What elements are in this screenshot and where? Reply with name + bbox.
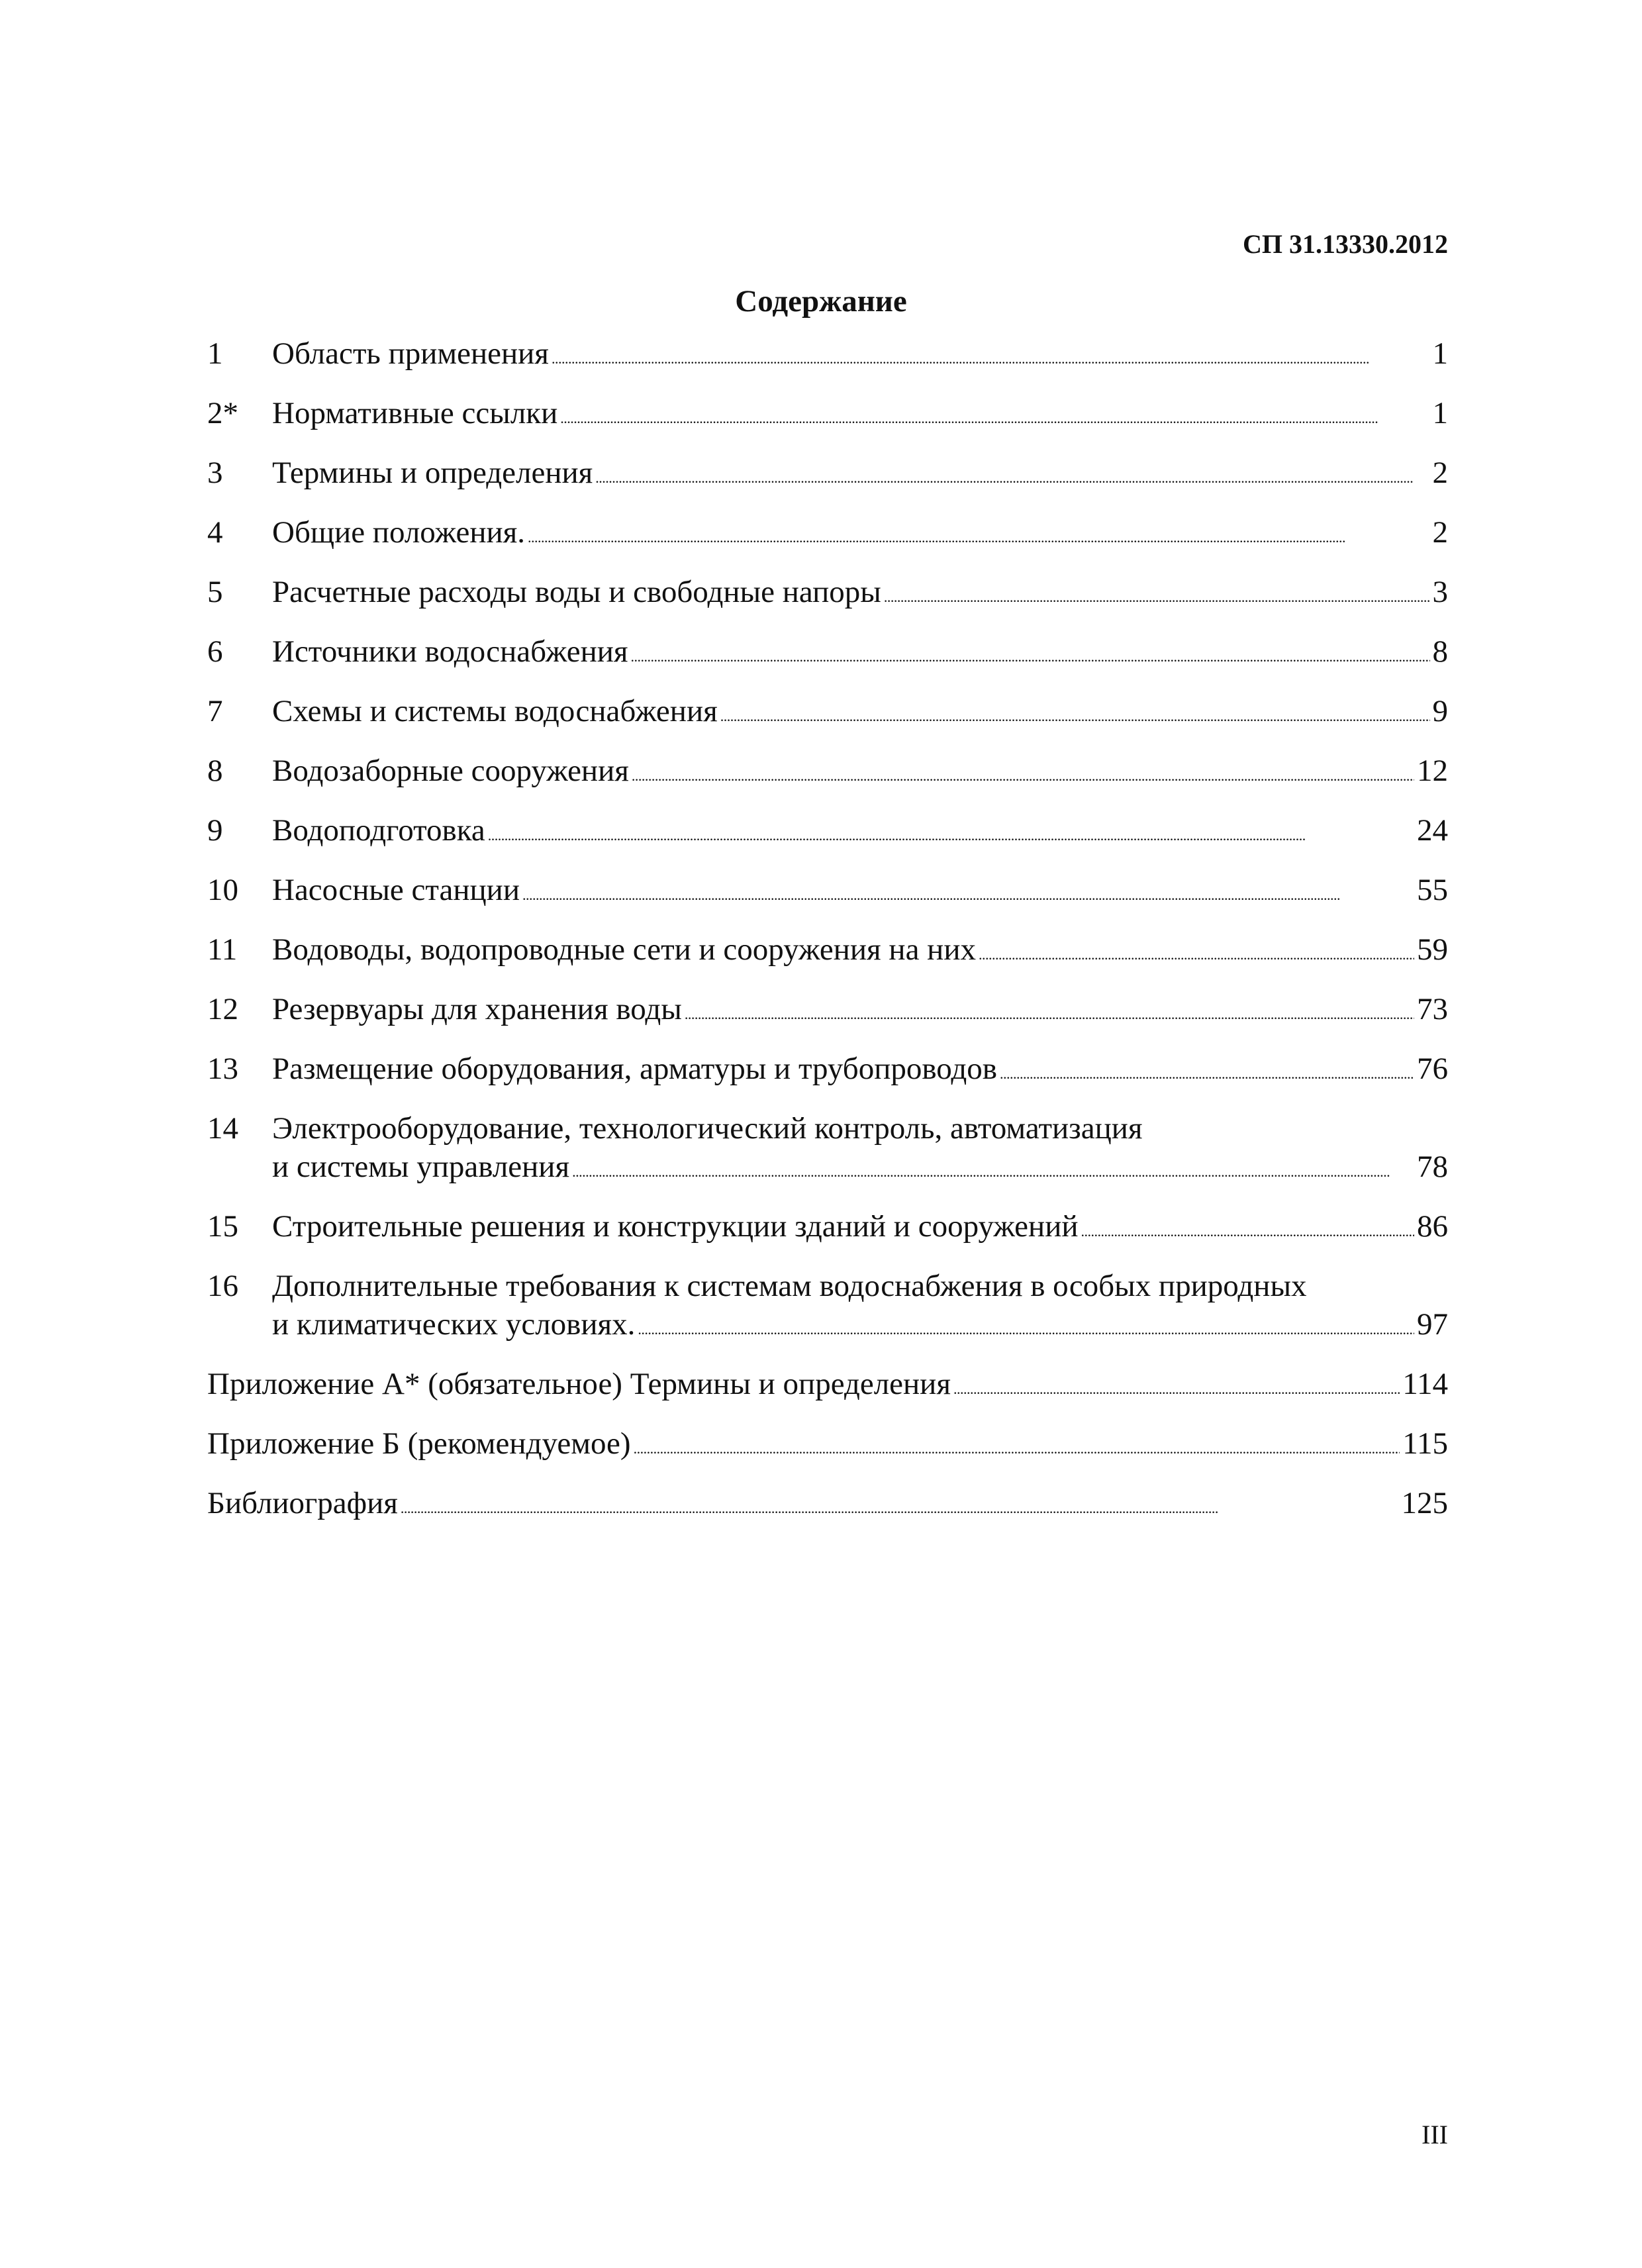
toc-entry-title: Приложение А* (обязательное) Термины и определения [207,1367,951,1401]
toc-entry-number: 11 [207,932,238,967]
toc-entry-appendix-b[interactable] [207,1424,1448,1468]
toc-entry-title: Источники водоснабжения [272,634,628,669]
toc-entry-number: 13 [207,1052,238,1086]
dot-leader [560,394,1429,438]
toc-entry-page: 24 [1417,813,1448,848]
toc-entry-page: 97 [1417,1307,1448,1342]
toc-entry-page: 1 [1432,396,1448,430]
toc-entry-page: 86 [1417,1209,1448,1244]
dot-leader [595,454,1429,497]
toc-entry-title: Библиография [207,1486,398,1520]
toc-entry-page: 76 [1417,1052,1448,1086]
dot-leader [720,692,1430,736]
toc-entry-bibliography[interactable] [207,1484,1448,1528]
toc-entry-page: 2 [1432,456,1448,490]
toc-entry-title-line1: Электрооборудование, технологический контроль, автоматизация [272,1111,1143,1146]
toc-entry-number: 9 [207,813,223,848]
toc-entry-title: Водозаборные сооружения [272,754,629,788]
dot-leader [1000,1050,1414,1093]
toc-entry-title: Расчетные расходы воды и свободные напоры [272,575,881,609]
toc-entry[interactable] [207,930,1448,974]
page-number: III [1422,2120,1448,2149]
toc-entry-appendix-a[interactable] [207,1365,1448,1408]
toc-entry-page: 55 [1417,873,1448,907]
toc-entry-page: 1 [1432,336,1448,371]
toc-entry-page: 78 [1417,1150,1448,1184]
toc-entry-number: 3 [207,456,223,490]
dot-leader [1081,1207,1414,1251]
dot-leader [528,513,1429,557]
toc-entry-number: 10 [207,873,238,907]
dot-leader [552,334,1430,378]
dot-leader [634,1424,1400,1468]
toc-entry[interactable] [207,573,1448,616]
toc-entry[interactable] [207,1207,1448,1251]
toc-entry-title: Приложение Б (рекомендуемое) [207,1426,631,1461]
document-code: СП 31.13330.2012 [1243,229,1448,259]
toc-entry-page: 59 [1417,932,1448,967]
toc-entry-number: 7 [207,694,223,728]
toc-entry[interactable] [207,811,1448,855]
toc-entry-page: 115 [1402,1426,1448,1461]
toc-entry-page: 8 [1432,634,1448,669]
toc-entry[interactable] [207,334,1448,378]
toc-entry[interactable] [207,1050,1448,1093]
toc-entry-number: 8 [207,754,223,788]
dot-leader [631,632,1430,676]
dot-leader [488,811,1414,855]
toc-entry-number: 4 [207,515,223,550]
dot-leader [884,573,1430,616]
toc-entry-title: Резервуары для хранения воды [272,992,682,1026]
toc-entry-page: 125 [1401,1486,1448,1520]
toc-entry-number: 6 [207,634,223,669]
toc-entry-page: 3 [1432,575,1448,609]
dot-leader [638,1305,1414,1349]
dot-leader [685,990,1414,1034]
toc-entry[interactable] [207,394,1448,438]
toc-title: Содержание [735,284,907,319]
toc-entry-title-line1: Дополнительные требования к системам водоснабжения в особых природных [272,1269,1307,1303]
toc-entry-title: Строительные решения и конструкции зданий и сооружений [272,1209,1079,1244]
dot-leader [522,871,1414,914]
dot-leader [401,1484,1399,1528]
toc-entry-number: 12 [207,992,238,1026]
toc-entry-number: 1 [207,336,223,371]
toc-entry-number: 16 [207,1269,238,1303]
table-of-contents [207,334,1448,1544]
toc-entry-title: Нормативные ссылки [272,396,558,430]
toc-entry[interactable] [207,513,1448,557]
toc-entry-page: 73 [1417,992,1448,1026]
toc-entry[interactable] [207,871,1448,914]
toc-entry-number: 5 [207,575,223,609]
toc-entry[interactable] [207,752,1448,795]
toc-entry[interactable] [207,632,1448,676]
toc-entry-title: Размещение оборудования, арматуры и трубопроводов [272,1052,997,1086]
toc-entry-page: 9 [1432,694,1448,728]
toc-entry-number: 15 [207,1209,238,1244]
toc-entry-title: Схемы и системы водоснабжения [272,694,718,728]
toc-entry-page: 114 [1402,1367,1448,1401]
toc-entry-title: и климатических условиях. [272,1307,636,1342]
toc-entry-title: Общие положения. [272,515,526,550]
toc-entry-page: 12 [1417,754,1448,788]
toc-entry[interactable] [207,692,1448,736]
toc-entry-title: и системы управления [272,1150,570,1184]
dot-leader [572,1148,1414,1191]
dot-leader [979,930,1414,974]
toc-entry-title: Область применения [272,336,549,371]
toc-entry-title: Термины и определения [272,456,593,490]
toc-entry[interactable] [207,990,1448,1034]
toc-entry-number: 14 [207,1111,238,1146]
toc-entry[interactable] [207,454,1448,497]
toc-entry[interactable] [207,1267,1448,1349]
toc-entry-number: 2* [207,396,238,430]
toc-entry-page: 2 [1432,515,1448,550]
dot-leader [632,752,1414,795]
toc-entry[interactable] [207,1109,1448,1191]
toc-entry-title: Насосные станции [272,873,520,907]
toc-entry-title: Водоподготовка [272,813,485,848]
dot-leader [953,1365,1400,1408]
toc-entry-title: Водоводы, водопроводные сети и сооружения на них [272,932,976,967]
